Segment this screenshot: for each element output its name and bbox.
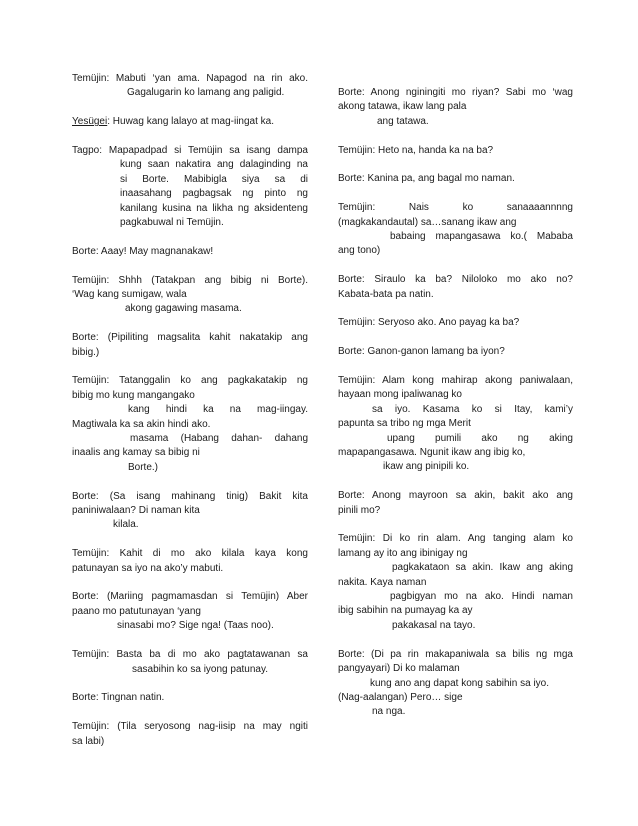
dialogue-line: si Borte. Mabibigla siya sa di bbox=[120, 173, 308, 185]
dialogue-line: papunta sa tribo ng mga Merit bbox=[338, 418, 471, 430]
paragraph bbox=[338, 374, 573, 475]
dialogue-line: mapapangasawa. Ngunit ikaw ang ibig ko, bbox=[338, 447, 526, 459]
script-column-right bbox=[338, 86, 573, 734]
paragraph bbox=[338, 489, 573, 518]
dialogue-line: Borte: Ganon-ganon lamang ba iyon? bbox=[338, 346, 505, 358]
paragraph bbox=[338, 648, 573, 720]
paragraph bbox=[72, 648, 308, 677]
dialogue-line: (Nag-aalangan) Pero… sige bbox=[338, 691, 463, 703]
paragraph bbox=[72, 691, 308, 705]
dialogue-line: sa labi) bbox=[72, 735, 105, 747]
paragraph bbox=[338, 201, 573, 259]
dialogue-line: sa iyo. Kasama ko si Itay, kami’y bbox=[372, 403, 573, 415]
dialogue-line: patunayan sa iyo na ako’y mabuti. bbox=[72, 562, 224, 574]
dialogue-line: akong gagawing masama. bbox=[125, 303, 242, 315]
paragraph bbox=[72, 331, 308, 360]
dialogue-line: bibig.) bbox=[72, 346, 100, 358]
dialogue-line: na nga. bbox=[372, 706, 406, 718]
dialogue-line: Gagalugarin ko lamang ang paligid. bbox=[127, 87, 285, 99]
paragraph bbox=[72, 490, 308, 533]
paragraph bbox=[72, 547, 308, 576]
dialogue-line: Borte: (Mariing pagmamasdan si Temüjin) Aber bbox=[72, 591, 308, 603]
dialogue-line: Borte: Aaay! May magnanakaw! bbox=[72, 245, 214, 257]
paragraph bbox=[72, 72, 308, 101]
paragraph bbox=[72, 274, 308, 317]
dialogue-line: bibig mo kung mangangako bbox=[72, 389, 195, 401]
dialogue-line: Magtiwala ka sa akin hindi ako. bbox=[72, 418, 211, 430]
dialogue-line: pakakasal na tayo. bbox=[392, 619, 476, 631]
dialogue-line: kang hindi ka na mag-iingay. bbox=[128, 404, 308, 416]
dialogue-line: Temüjin: Di ko rin alam. Ang tanging alam ko bbox=[338, 533, 573, 545]
dialogue-line: Temüjin: Kahit di mo ako kilala kaya kong bbox=[72, 548, 308, 560]
paragraph bbox=[72, 245, 308, 259]
dialogue-line: Temüjin: Heto na, handa ka na ba? bbox=[338, 144, 494, 156]
dialogue-line: upang pumili ako ng aking bbox=[387, 432, 573, 444]
dialogue-line: lamang ay ito ang ibinigay ng bbox=[338, 547, 468, 559]
dialogue-line: ibig sabihin na pumayag ka ay bbox=[338, 605, 473, 617]
dialogue-line: inaalis ang kamay sa bibig ni bbox=[72, 447, 200, 459]
dialogue-line: hayaan mong ipaliwanag ko bbox=[338, 389, 462, 401]
dialogue-line: akong tatawa, ikaw lang pala bbox=[338, 101, 467, 113]
dialogue-line: babaing mapangasawa ko.( Mababa bbox=[390, 231, 573, 243]
dialogue-line: kanilang kusina na likha ng aksidenteng bbox=[120, 202, 308, 214]
paragraph bbox=[338, 532, 573, 633]
dialogue-line: ‘Wag kang sumigaw, wala bbox=[72, 289, 187, 301]
paragraph bbox=[338, 345, 573, 359]
dialogue-line: ang tatawa. bbox=[377, 115, 429, 127]
dialogue-line bbox=[72, 115, 308, 129]
paragraph bbox=[72, 590, 308, 633]
dialogue-line: kung ano ang dapat kong sabihin sa iyo. bbox=[370, 677, 550, 689]
dialogue-line: sinasabi mo? Sige nga! (Taas noo). bbox=[117, 620, 274, 632]
dialogue-line: Kabata-bata pa natin. bbox=[338, 288, 434, 300]
dialogue-line: pangyayari) Di ko malaman bbox=[338, 663, 460, 675]
dialogue-line: nakita. Kaya naman bbox=[338, 576, 427, 588]
dialogue-line: Temüjin: Seryoso ako. Ano payag ka ba? bbox=[338, 317, 520, 329]
dialogue-line: Borte: Anong mayroon sa akin, bakit ako ang bbox=[338, 490, 573, 502]
dialogue-line: ang tono) bbox=[338, 245, 381, 257]
dialogue-line: inaasahang pagbagsak ng pinto ng bbox=[120, 188, 308, 200]
dialogue-line: Temüjin: Basta ba di mo ako pagtatawanan sa bbox=[72, 649, 308, 661]
paragraph bbox=[338, 316, 573, 330]
dialogue-line: pinili mo? bbox=[338, 504, 381, 516]
dialogue-line: pagkakataon sa akin. Ikaw ang aking bbox=[392, 562, 573, 574]
dialogue-line: Borte: Tingnan natin. bbox=[72, 692, 165, 704]
paragraph bbox=[338, 273, 573, 302]
dialogue-line: Temüjin: Mabuti ‘yan ama. Napagod na rin ako. bbox=[72, 73, 308, 84]
dialogue-line: pagkabuwal ni Temüjin. bbox=[120, 217, 224, 229]
paragraph bbox=[72, 144, 308, 230]
dialogue-line: Temüjin: Nais ko sanaaaannnng bbox=[338, 202, 573, 214]
paragraph bbox=[338, 144, 573, 158]
paragraph bbox=[338, 172, 573, 186]
underlined-speaker-name: Yesügei bbox=[72, 116, 108, 128]
script-column-left bbox=[72, 72, 308, 763]
dialogue-line: Borte: Siraulo ka ba? Niloloko mo ako no? bbox=[338, 274, 573, 286]
dialogue-line: (magkakandautal) sa…sanang ikaw ang bbox=[338, 216, 517, 228]
dialogue-line: Temüjin: Tatanggalin ko ang pagkakatakip ng bbox=[72, 375, 308, 387]
paragraph bbox=[72, 374, 308, 475]
dialogue-line: pagbigyan mo na ako. Hindi naman bbox=[390, 591, 573, 603]
dialogue-line: paniniwalaan? Di naman kita bbox=[72, 505, 200, 517]
dialogue-line: Borte: Kanina pa, ang bagal mo naman. bbox=[338, 173, 515, 185]
paragraph bbox=[72, 115, 308, 129]
dialogue-line: Borte.) bbox=[128, 461, 159, 473]
dialogue-line: Borte: (Sa isang mahinang tinig) Bakit kita bbox=[72, 490, 308, 502]
paragraph bbox=[72, 720, 308, 749]
dialogue-line: ikaw ang pinipili ko. bbox=[383, 461, 470, 473]
dialogue-line: Temüjin: Shhh (Tatakpan ang bibig ni Borte). bbox=[72, 274, 308, 286]
dialogue-line: Borte: (Pipiliting magsalita kahit nakatakip ang bbox=[72, 332, 308, 344]
dialogue-line: kung saan nakatira ang dalaginding na bbox=[120, 159, 308, 171]
dialogue-line: sasabihin ko sa iyong patunay. bbox=[132, 663, 269, 675]
paragraph bbox=[338, 86, 573, 129]
dialogue-line: Borte: Anong nginingiti mo riyan? Sabi mo ‘wag bbox=[338, 87, 573, 98]
line-text: : Huwag kang lalayo at mag-iingat ka. bbox=[107, 116, 274, 128]
dialogue-line: Temüjin: (Tila seryosong nag-iisip na may ngiti bbox=[72, 721, 308, 733]
dialogue-line: kilala. bbox=[113, 519, 139, 531]
dialogue-line: masama (Habang dahan- dahang bbox=[130, 433, 308, 445]
dialogue-line: Temüjin: Alam kong mahirap akong paniwalaan, bbox=[338, 375, 573, 387]
dialogue-line: Borte: (Di pa rin makapaniwala sa bilis ng mga bbox=[338, 648, 573, 660]
dialogue-line: Tagpo: Mapapadpad si Temüjin sa isang dampa bbox=[72, 145, 308, 156]
dialogue-line: paano mo patutunayan ‘yang bbox=[72, 605, 201, 617]
